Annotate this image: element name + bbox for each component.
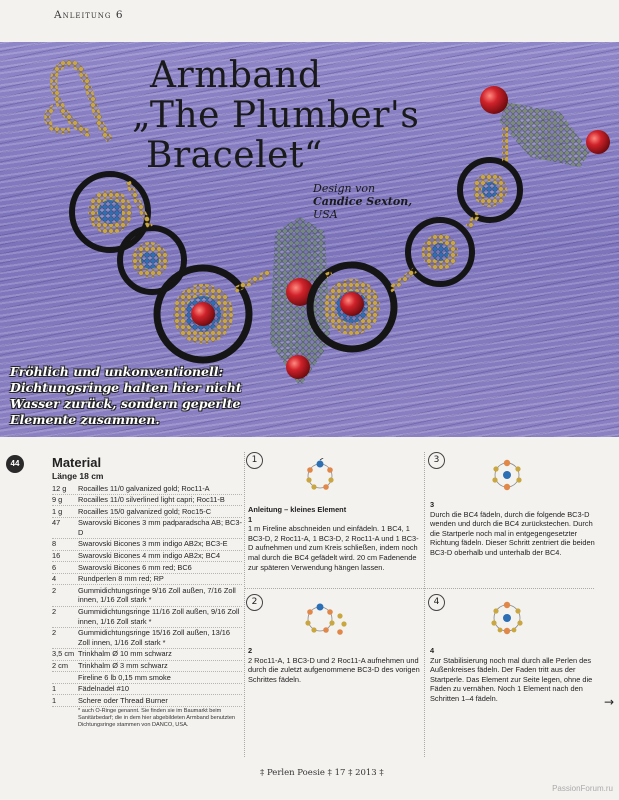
material-desc: Gummidichtungsringe 9/16 Zoll außen, 7/16 Zoll innen, 1/16 Zoll stark * (78, 585, 236, 605)
step-1-marker: 1 (246, 452, 263, 469)
step-4-diagram (487, 598, 527, 638)
material-qty: 9 g (52, 495, 63, 505)
material-row (52, 518, 242, 539)
design-credit (313, 182, 412, 221)
material-qty: 47 (52, 518, 61, 528)
title-line-1: Armband (150, 55, 322, 96)
material-row (52, 585, 242, 606)
material-title: Material (52, 455, 102, 470)
material-qty: 12 g (52, 483, 67, 493)
material-row (52, 649, 242, 661)
step-3-marker: 3 (428, 452, 445, 469)
title-line-3: Bracelet“ (146, 135, 323, 176)
watermark: PassionForum.ru (552, 784, 613, 793)
material-desc: Gummidichtungsringe 11/16 Zoll außen, 9/16 Zoll innen, 1/16 Zoll stark * (78, 607, 240, 626)
column-divider (424, 452, 425, 757)
step-2-text (248, 646, 420, 684)
credit-name: Candice Sexton, (313, 195, 413, 208)
column-divider (244, 452, 245, 757)
material-qty: 1 g (52, 506, 63, 516)
step-1-body: 1 m Fireline abschneiden und einfädeln. 1 BC4, 1 BC3-D, 2 Roc11-A, 1 BC3-D, 2 Roc11-A und 1 BC3-D aufnehmen und zum Kreis schließen, indem noch mal durch die BC4 gefädelt wird. 20 cm Fadenende zur späteren Verwendung hängen lassen. (248, 524, 419, 572)
material-qty: 4 (52, 574, 57, 584)
step-3-body: Durch die BC4 fädeln, durch die folgende BC3-D wenden und durch die BC4 zurückstechen. Durch die Startperle noch mal in entgegengesetzter Richtung fädeln. Dieser Schritt zentriert die beiden BC3-D oberhalb und unterhalb der BC4. (430, 509, 595, 557)
next-page-arrow-icon: → (604, 695, 615, 709)
material-row (52, 672, 242, 684)
credit-country: USA (313, 208, 338, 221)
step-1-heading: Anleitung – kleines Element (248, 505, 347, 514)
step-2-number: 2 (248, 646, 253, 655)
material-row (52, 661, 242, 673)
material-qty: 2 (52, 607, 57, 617)
material-qty: 16 (52, 551, 61, 561)
material-qty: 1 (52, 695, 57, 705)
material-row (52, 684, 242, 696)
step-3-number: 3 (430, 500, 435, 509)
page-footer: ‡ Perlen Poesie ‡ 17 ‡ 2013 ‡ (260, 768, 384, 778)
material-row (52, 574, 242, 586)
material-desc: Fädelnadel #10 (78, 684, 129, 694)
material-qty: 6 (52, 562, 57, 572)
step-4-number: 4 (430, 646, 435, 655)
material-qty (52, 673, 78, 683)
header-label: Anleitung 6 (54, 9, 124, 21)
material-qty: 2 (52, 585, 57, 595)
material-desc: Swarovski Bicones 3 mm padparadscha AB; BC3-D (78, 518, 242, 537)
step-4-marker: 4 (428, 594, 445, 611)
material-qty: 8 (52, 539, 57, 549)
material-desc: Rocailles 11/0 silverlined light capri; Roc11-B (78, 495, 225, 505)
material-row (52, 628, 242, 649)
material-row (52, 506, 242, 518)
material-desc: Swarovski Bicones 6 mm red; BC6 (78, 562, 192, 572)
step-1-text (248, 505, 420, 572)
step-3-text (430, 500, 602, 558)
material-qty: 2 cm (52, 661, 69, 670)
material-row (52, 495, 242, 507)
material-qty: 1 (52, 684, 57, 694)
step-1-number: 1 (248, 514, 253, 524)
material-row (52, 483, 242, 495)
material-desc: Trinkhalm Ø 3 mm schwarz (78, 661, 168, 670)
material-desc: Trinkhalm Ø 10 mm schwarz (78, 649, 172, 659)
material-qty: 2 (52, 628, 57, 638)
material-desc: Rocailles 11/0 galvanized gold; Roc11-A (78, 483, 210, 493)
material-desc: Fireline 6 lb 0,15 mm smoke (78, 672, 171, 682)
material-desc: Rundperlen 8 mm red; RP (78, 574, 164, 584)
step-2-diagram (300, 598, 350, 640)
material-row (52, 607, 242, 628)
article-title (132, 55, 480, 176)
row-divider (244, 588, 594, 589)
material-desc: Gummidichtungsringe 15/16 Zoll außen, 13/16 Zoll innen, 1/16 Zoll stark * (78, 628, 231, 647)
page-badge: 44 (6, 455, 24, 473)
title-line-2: „The Plumber's (132, 95, 420, 136)
step-2-body: 2 Roc11-A, 1 BC3-D und 2 Roc11-A aufnehmen und durch die zuletzt aufgenommene BC3-D des vorigen Schrittes fädeln. (248, 655, 420, 684)
step-2-marker: 2 (246, 594, 263, 611)
material-list (52, 455, 242, 729)
material-desc: Swarovski Bicones 3 mm indigo AB2x; BC3-E (78, 539, 228, 549)
material-length: Länge 18 cm (52, 471, 104, 481)
credit-prefix: Design von (313, 182, 376, 195)
material-row (52, 551, 242, 563)
step-4-text (430, 646, 602, 704)
material-desc: Swarovski Bicones 4 mm indigo AB2x; BC4 (78, 551, 221, 561)
material-row (52, 562, 242, 574)
material-row (52, 695, 242, 707)
step-3-diagram (487, 456, 527, 494)
material-desc: Schere oder Thread Burner (78, 695, 168, 705)
photo-caption: Fröhlich und unkonventionell: Dichtungsringe halten hier nicht Wasser zurück, sondern geperlte Elemente zusammen. (10, 364, 242, 427)
material-qty: 3,5 cm (52, 649, 75, 659)
step-4-body: Zur Stabilisierung noch mal durch alle Perlen des Außenkreises fädeln. Der Faden tritt aus der Startperle. Das Element zur Seite legen, ohne die Fäden zu vernähen. Noch 1 Element nach den Schritten 1–4 fädeln. (430, 655, 593, 703)
material-desc: Rocailles 15/0 galvanized gold; Roc15-C (78, 506, 212, 516)
material-note: * auch O-Ringe genannt. Sie finden sie im Baumarkt beim Sanitärbedarf; die in dem hier abgebildeten Armband benutzten Dichtungsringe stammen von DANCO, USA. (78, 707, 236, 728)
material-row (52, 539, 242, 551)
hero-photo (0, 42, 619, 437)
step-1-diagram (300, 458, 340, 494)
